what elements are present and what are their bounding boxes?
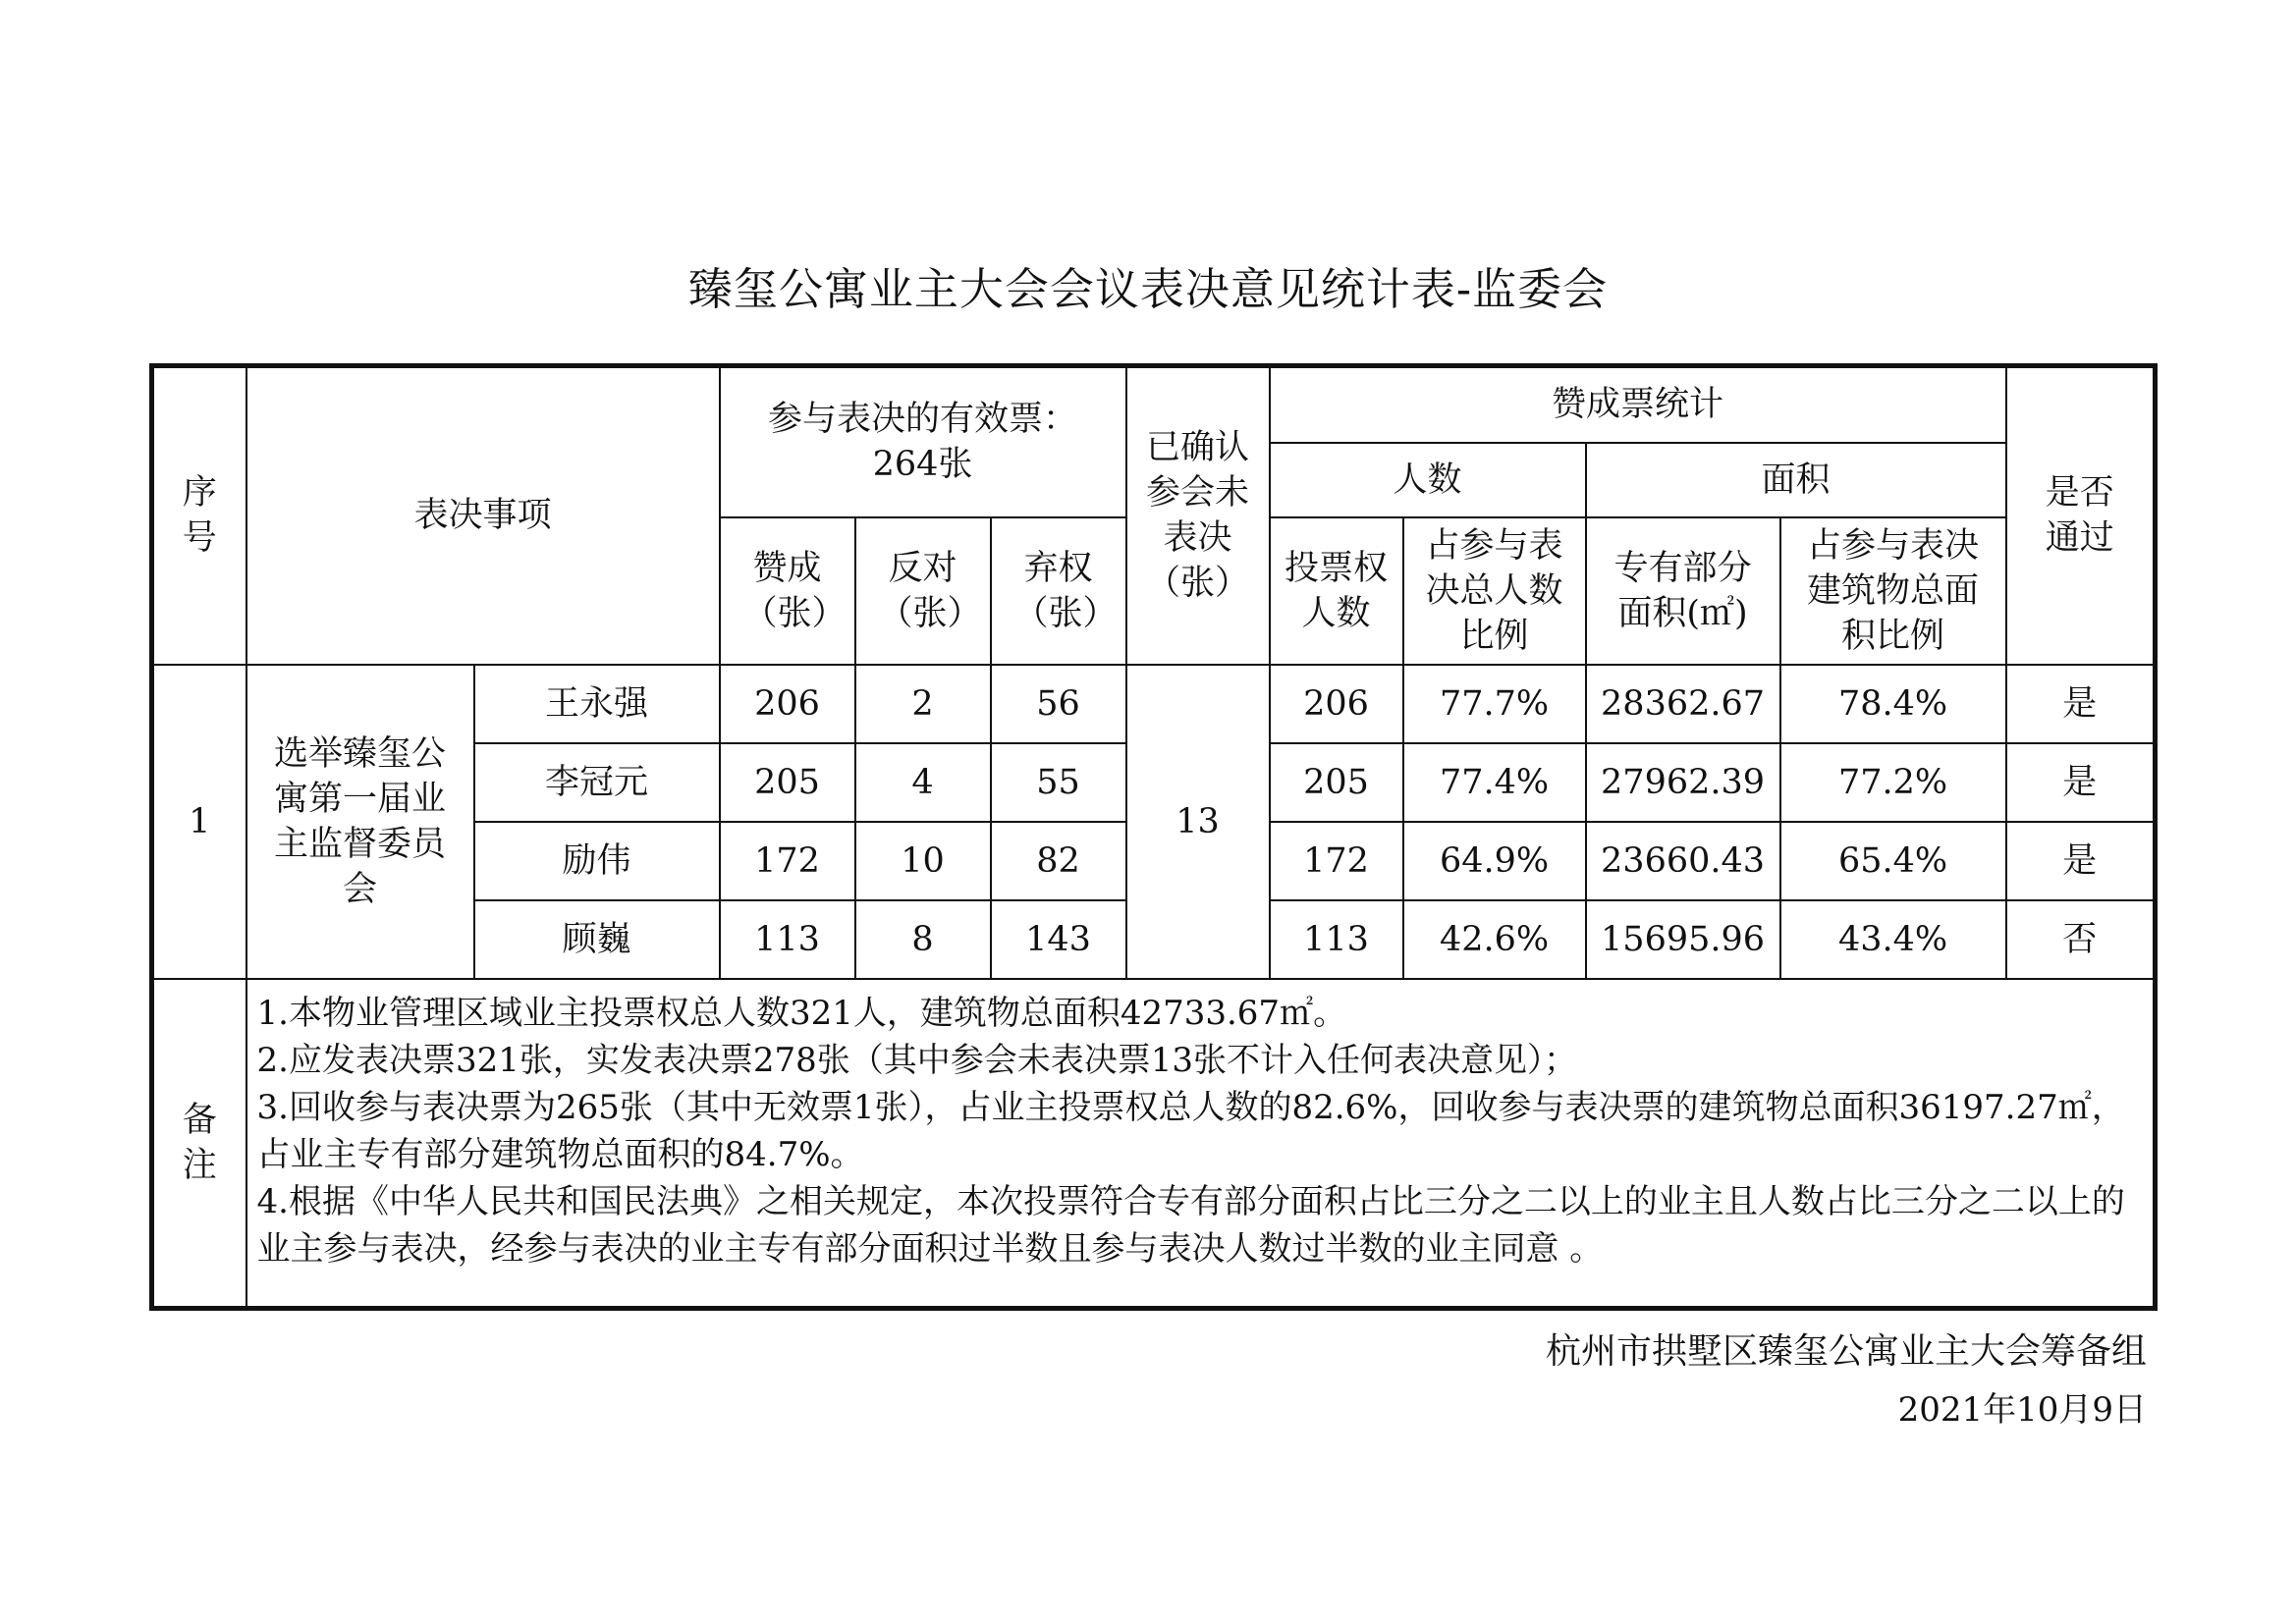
area-ratio: 43.4% — [1780, 900, 2006, 979]
header-valid-votes — [720, 366, 1126, 517]
abstain-count: 56 — [991, 665, 1126, 743]
header-abstain-label: 弃权（张） — [1013, 548, 1118, 633]
notes-row — [152, 979, 2156, 1309]
footer-organization: 杭州市拱墅区臻玺公寓业主大会筹备组 — [1545, 1331, 2147, 1372]
voter-count: 113 — [1270, 900, 1403, 979]
header-passed — [2006, 366, 2156, 665]
approve-count: 172 — [720, 822, 855, 900]
candidate-name: 王永强 — [474, 665, 720, 743]
note-line: 1.本物业管理区域业主投票权总人数321人，建筑物总面积42733.67㎡。 — [256, 993, 1347, 1033]
candidate-name: 励伟 — [474, 822, 720, 900]
exclusive-area: 15695.96 — [1586, 900, 1780, 979]
notes-label-text: 备注 — [182, 1100, 217, 1185]
oppose-count: 10 — [855, 822, 991, 900]
notes-label — [152, 979, 246, 1309]
table-row — [152, 665, 2156, 743]
header-passed-label: 是否通过 — [2045, 473, 2114, 559]
header-area: 面积 — [1586, 443, 2006, 517]
header-seq-label: 序号 — [182, 473, 217, 559]
voter-count: 206 — [1270, 665, 1403, 743]
header-confirmed-absent-label: 已确认参会未表决（张） — [1146, 428, 1250, 604]
oppose-count: 4 — [855, 743, 991, 822]
vote-item-label: 选举臻玺公寓第一届业主监督委员会 — [273, 733, 446, 909]
passed-status: 否 — [2006, 900, 2156, 979]
header-oppose-label: 反对（张） — [878, 548, 982, 633]
note-line: 2.应发表决票321张，实发表决票278张（其中参会未表决票13张不计入任何表决意见）； — [256, 1040, 1577, 1080]
people-ratio: 64.9% — [1403, 822, 1586, 900]
header-people: 人数 — [1270, 443, 1586, 517]
header-valid-votes-label: 参与表决的有效票：264张 — [768, 400, 1078, 485]
area-ratio: 77.2% — [1780, 743, 2006, 822]
exclusive-area: 27962.39 — [1586, 743, 1780, 822]
candidate-name: 顾巍 — [474, 900, 720, 979]
approve-count: 113 — [720, 900, 855, 979]
abstain-count: 82 — [991, 822, 1126, 900]
header-exclusive-area — [1586, 517, 1780, 665]
page-title: 臻玺公寓业主大会会议表决意见统计表-监委会 — [687, 263, 1609, 315]
notes-content — [246, 979, 2156, 1309]
oppose-count: 8 — [855, 900, 991, 979]
header-seq — [152, 366, 246, 665]
header-abstain — [991, 517, 1126, 665]
voter-count: 172 — [1270, 822, 1403, 900]
row-seq: 1 — [152, 665, 246, 979]
header-area-ratio — [1780, 517, 2006, 665]
header-oppose — [855, 517, 991, 665]
approve-count: 205 — [720, 743, 855, 822]
header-area-ratio-label: 占参与表决建筑物总面积比例 — [1807, 525, 1980, 656]
passed-status: 是 — [2006, 822, 2156, 900]
header-confirmed-absent — [1126, 366, 1270, 665]
area-ratio: 65.4% — [1780, 822, 2006, 900]
abstain-count: 143 — [991, 900, 1126, 979]
approve-count: 206 — [720, 665, 855, 743]
exclusive-area: 23660.43 — [1586, 822, 1780, 900]
header-approve — [720, 517, 855, 665]
vote-item — [246, 665, 474, 979]
header-voter-count — [1270, 517, 1403, 665]
header-voter-count-label: 投票权人数 — [1285, 548, 1389, 633]
exclusive-area: 28362.67 — [1586, 665, 1780, 743]
people-ratio: 77.4% — [1403, 743, 1586, 822]
header-approve-label: 赞成（张） — [742, 548, 847, 633]
header-people-ratio-label: 占参与表决总人数比例 — [1425, 525, 1563, 656]
voter-count: 205 — [1270, 743, 1403, 822]
vote-statistics-table — [149, 363, 2158, 1311]
passed-status: 是 — [2006, 665, 2156, 743]
header-item: 表决事项 — [246, 366, 720, 665]
passed-status: 是 — [2006, 743, 2156, 822]
people-ratio: 77.7% — [1403, 665, 1586, 743]
note-line: 4.根据《中华人民共和国民法典》之相关规定，本次投票符合专有部分面积占比三分之二以上的业主且人数占比三分之二以上的业主参与表决，经参与表决的业主专有部分面积过半数且参与表决人数过半数的业主同意 。 — [256, 1181, 2125, 1269]
abstain-count: 55 — [991, 743, 1126, 822]
confirmed-absent-count: 13 — [1126, 665, 1270, 979]
header-approve-stats: 赞成票统计 — [1270, 366, 2006, 443]
header-exclusive-area-label: 专有部分面积(㎡) — [1613, 548, 1752, 633]
footer-date: 2021年10月9日 — [1897, 1390, 2147, 1430]
area-ratio: 78.4% — [1780, 665, 2006, 743]
people-ratio: 42.6% — [1403, 900, 1586, 979]
candidate-name: 李冠元 — [474, 743, 720, 822]
oppose-count: 2 — [855, 665, 991, 743]
header-people-ratio — [1403, 517, 1586, 665]
note-line: 3.回收参与表决票为265张（其中无效票1张），占业主投票权总人数的82.6%，回收参与表决票的建筑物总面积36197.27㎡，占业主专有部分建筑物总面积的84.7%。 — [256, 1087, 2125, 1174]
